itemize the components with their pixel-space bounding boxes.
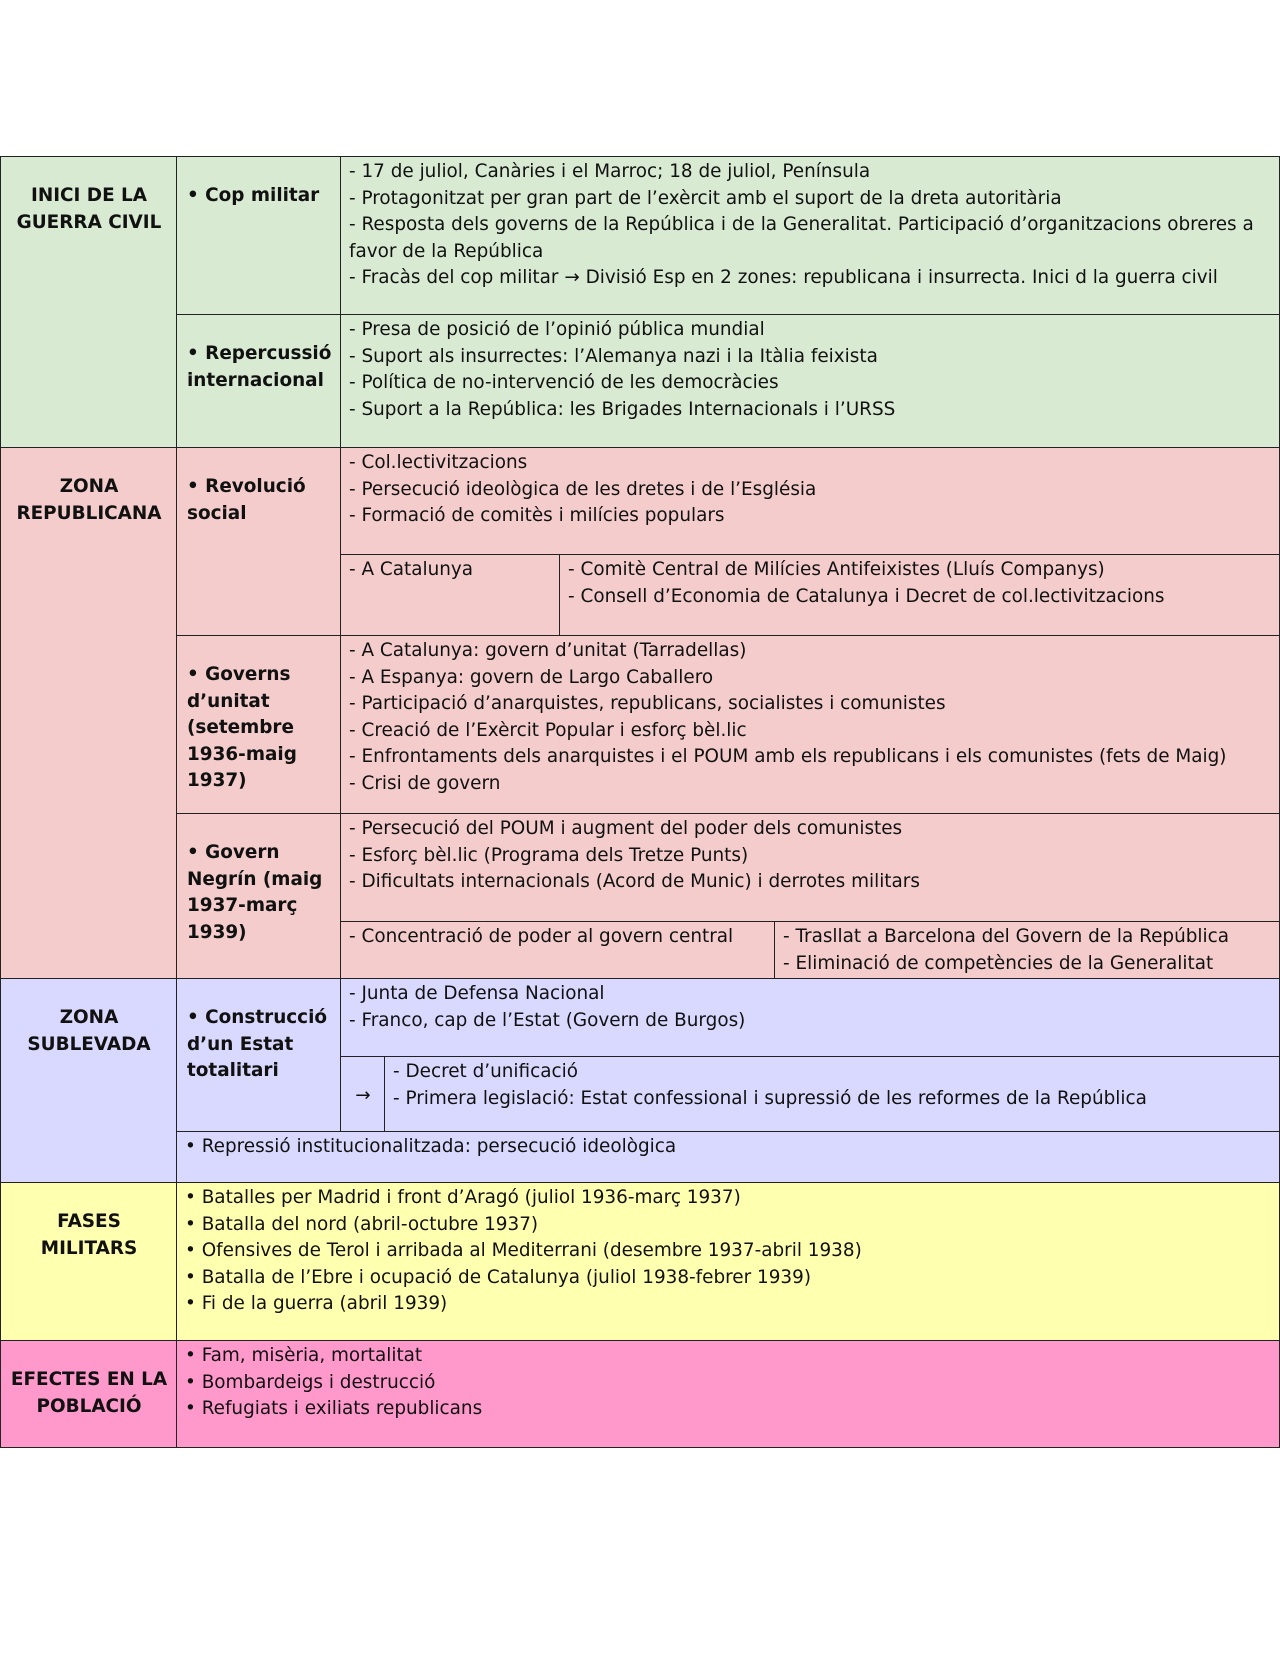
list-item: • Ofensives de Terol i arribada al Mediterrani (desembre 1937-abril 1938)	[185, 1240, 862, 1261]
list-item: - Formació de comitès i milícies populars	[349, 505, 725, 526]
list-item: - Trasllat a Barcelona del Govern de la República	[783, 926, 1229, 947]
list-item: - Consell d’Economia de Catalunya i Decret de col.lectivitzacions	[568, 585, 1165, 607]
list-item: - Participació d’anarquistes, republicans, socialistes i comunistes	[349, 693, 946, 714]
list-item: - Primera legislació: Estat confessional i supressió de les reformes de la República	[393, 1087, 1147, 1109]
concentracio-content	[774, 921, 1280, 980]
list-item: - Resposta dels governs de la República i de la Generalitat. Participació d’organitzacions obreres a favor de la República	[349, 214, 1254, 262]
list-item: - Franco, cap de l’Estat (Govern de Burgos)	[349, 1009, 746, 1031]
section-header-inici: INICI DE LA GUERRA CIVIL	[0, 156, 178, 449]
list-item: • Batalla del nord (abril-octubre 1937)	[185, 1213, 539, 1235]
concentracio-label-text: - Concentració de poder al govern central	[349, 926, 734, 947]
estat-totalitari-content	[340, 978, 1280, 1058]
catalunya-label	[340, 554, 561, 637]
subsection-title-governs-unitat: • Governs d’unitat (setembre 1936-maig 1937)	[176, 635, 342, 815]
list-item: - Suport a la República: les Brigades Internacionals i l’URSS	[349, 398, 896, 420]
list-item: - Dificultats internacionals (Acord de Munic) i derrotes militars	[349, 871, 920, 892]
subsection-title-cop-militar: • Cop militar	[176, 156, 342, 316]
efectes-content	[176, 1340, 1280, 1448]
repressio-content	[176, 1131, 1280, 1184]
subsection-title-govern-negrin: • Govern Negrín (maig 1937-març 1939)	[176, 813, 342, 980]
list-item: • Batalles per Madrid i front d’Aragó (juliol 1936-març 1937)	[185, 1187, 741, 1208]
list-item: - Junta de Defensa Nacional	[349, 983, 605, 1004]
list-item: - Decret d’unificació	[393, 1061, 578, 1082]
catalunya-content	[559, 554, 1280, 637]
section-header-republicana: ZONA REPUBLICANA	[0, 447, 178, 980]
list-item: • Repressió institucionalitzada: persecució ideològica	[185, 1136, 677, 1157]
list-item: - Política de no-intervenció de les democràcies	[349, 372, 779, 393]
revolucio-content	[340, 447, 1280, 556]
subsection-title-revolucio: • Revolució social	[176, 447, 342, 637]
list-item: - Creació de l’Exèrcit Popular i esforç bèl.lic	[349, 719, 747, 741]
section-header-sublevada: ZONA SUBLEVADA	[0, 978, 178, 1184]
list-item: - Crisi de govern	[349, 772, 501, 794]
fases-content	[176, 1182, 1280, 1342]
list-item: • Batalla de l’Ebre i ocupació de Catalunya (juliol 1938-febrer 1939)	[185, 1266, 811, 1288]
list-item: - A Catalunya: govern d’unitat (Tarradellas)	[349, 640, 747, 661]
section-header-efectes: EFECTES EN LA POBLACIÓ	[0, 1340, 178, 1448]
list-item: - Suport als insurrectes: l’Alemanya nazi i la Itàlia feixista	[349, 345, 878, 367]
section-header-fases: FASES MILITARS	[0, 1182, 178, 1342]
list-item: • Fi de la guerra (abril 1939)	[185, 1293, 448, 1314]
catalunya-label-text: - A Catalunya	[349, 559, 474, 580]
list-item: - A Espanya: govern de Largo Caballero	[349, 666, 714, 688]
list-item: - Persecució del POUM i augment del poder dels comunistes	[349, 818, 903, 839]
list-item: - Comitè Central de Milícies Antifeixistes (Lluís Companys)	[568, 559, 1105, 580]
arrow-right-icon: →	[340, 1056, 386, 1133]
govern-negrin-content	[340, 813, 1280, 923]
list-item: - Persecució ideològica de les dretes i de l’Església	[349, 478, 817, 500]
list-item: • Fam, misèria, mortalitat	[185, 1345, 423, 1366]
list-item: - Esforç bèl.lic (Programa dels Tretze Punts)	[349, 844, 749, 866]
list-item: - Eliminació de competències de la Generalitat	[783, 952, 1214, 974]
governs-unitat-content	[340, 635, 1280, 815]
list-item: - 17 de juliol, Canàries i el Marroc; 18 de juliol, Península	[349, 161, 871, 182]
list-item: - Fracàs del cop militar → Divisió Esp en 2 zones: republicana i insurrecta. Inici d la guerra civil	[349, 267, 1218, 288]
list-item: - Protagonitzat per gran part de l’exèrcit amb el suport de la dreta autoritària	[349, 187, 1062, 209]
civil-war-summary-table	[0, 156, 1280, 1462]
subsection-title-estat-totalitari: • Construcció d’un Estat totalitari	[176, 978, 342, 1133]
list-item: - Presa de posició de l’opinió pública mundial	[349, 319, 765, 340]
list-item: • Bombardeigs i destrucció	[185, 1371, 436, 1393]
repercussio-content	[340, 314, 1280, 449]
list-item: • Refugiats i exiliats republicans	[185, 1398, 483, 1419]
concentracio-label	[340, 921, 776, 980]
unificacio-content	[384, 1056, 1280, 1133]
cop-militar-content	[340, 156, 1280, 316]
list-item: - Enfrontaments dels anarquistes i el POUM amb els republicans i els comunistes (fets de Maig)	[349, 746, 1227, 767]
subsection-title-repercussio: • Repercussió internacional	[176, 314, 342, 449]
list-item: - Col.lectivitzacions	[349, 452, 528, 473]
